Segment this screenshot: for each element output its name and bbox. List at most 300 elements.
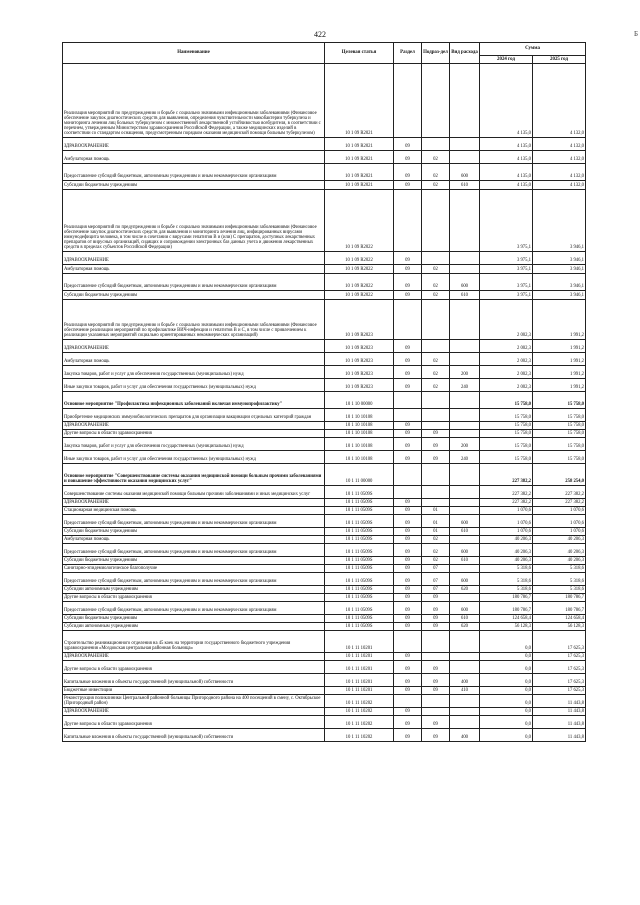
cell-name: Закупка товаров, работ и услуг для обеспечения государственных (муниципальных) нужд (63, 366, 325, 379)
cell-sum-2025: 40 206,3 (533, 536, 586, 544)
cell-sum-2024: 15 758,0 (480, 438, 533, 451)
cell-sum-2025: 5 318,6 (533, 586, 586, 594)
table-row (63, 274, 586, 291)
cell-expense-type (450, 422, 480, 430)
cell-section: 09 (394, 565, 422, 573)
cell-name: Иные закупки товаров, работ и услуг для обеспечения государственных (муниципальных) нужд (63, 451, 325, 464)
cell-name: Капитальные вложения в объекты государственной (муниципальной) собственности (63, 674, 325, 687)
cell-sum-2025: 11 443,8 (533, 708, 586, 716)
cell-section: 09 (394, 379, 422, 392)
cell-expense-type: 620 (450, 623, 480, 631)
cell-sum-2025: 17 625,3 (533, 687, 586, 695)
cell-sum-2025: 15 758,0 (533, 392, 586, 409)
cell-sum-2025: 180 786,7 (533, 602, 586, 615)
cell-sum-2024: 0,0 (480, 695, 533, 708)
header-section: Раздел (394, 43, 422, 64)
cell-name: Предоставление субсидий бюджетным, автономным учреждениям и иным некоммерческим организациям (63, 602, 325, 615)
cell-name: Санитарно-эпидемиологическое благополучие (63, 565, 325, 573)
cell-subsection (422, 190, 450, 252)
cell-section: 09 (394, 557, 422, 565)
cell-sum-2025: 1 070,6 (533, 507, 586, 515)
cell-code: 10 1 11 0509S (325, 623, 394, 631)
cell-expense-type: 600 (450, 573, 480, 586)
table-row (63, 499, 586, 507)
cell-code: 10 1 11 0509S (325, 536, 394, 544)
table-row (63, 409, 586, 422)
cell-code: 10 1 09 R2022 (325, 274, 394, 291)
cell-section (394, 190, 422, 252)
cell-section: 09 (394, 515, 422, 528)
cell-sum-2024: 3 975,1 (480, 190, 533, 252)
cell-name: Субсидии бюджетным учреждениям (63, 528, 325, 536)
cell-sum-2025: 40 206,3 (533, 544, 586, 557)
cell-subsection (422, 409, 450, 422)
cell-name: Другие вопросы в области здравоохранения (63, 661, 325, 674)
cell-expense-type (450, 536, 480, 544)
cell-sum-2024: 180 786,7 (480, 602, 533, 615)
cell-expense-type: 240 (450, 379, 480, 392)
cell-name: Основное мероприятие "Совершенствование системы оказания медицинской помощи больным прочими заболеваниями и повышение эффективности оказания медицинских услуг" (63, 464, 325, 486)
cell-subsection (422, 300, 450, 340)
cell-sum-2025: 4 132,0 (533, 64, 586, 138)
header-code: Целевая статья (325, 43, 394, 64)
cell-code: 10 1 11 0509S (325, 565, 394, 573)
table-row (63, 190, 586, 252)
cell-sum-2024: 2 002,3 (480, 353, 533, 366)
table-row (63, 291, 586, 300)
cell-section: 09 (394, 353, 422, 366)
cell-sum-2024: 15 758,0 (480, 409, 533, 422)
header-subsection: Подраз-дел (422, 43, 450, 64)
cell-expense-type (450, 252, 480, 265)
cell-name: ЗДРАВООХРАНЕНИЕ (63, 340, 325, 353)
table-row (63, 392, 586, 409)
cell-section: 09 (394, 274, 422, 291)
cell-name: Субсидии бюджетным учреждениям (63, 291, 325, 300)
cell-section: 09 (394, 536, 422, 544)
cell-sum-2025: 17 625,3 (533, 674, 586, 687)
cell-section: 09 (394, 528, 422, 536)
cell-name: Субсидии автономным учреждениям (63, 586, 325, 594)
cell-expense-type (450, 499, 480, 507)
cell-subsection (422, 499, 450, 507)
cell-section (394, 486, 422, 499)
cell-sum-2024: 15 758,0 (480, 430, 533, 438)
cell-sum-2025: 227 382,2 (533, 499, 586, 507)
cell-expense-type: 200 (450, 366, 480, 379)
cell-sum-2024: 5 318,6 (480, 586, 533, 594)
cell-section: 09 (394, 340, 422, 353)
cell-code: 10 1 09 R2022 (325, 190, 394, 252)
cell-name: Капитальные вложения в объекты государственной (муниципальной) собственности (63, 729, 325, 742)
cell-sum-2025: 40 206,3 (533, 557, 586, 565)
cell-sum-2025: 15 758,0 (533, 451, 586, 464)
cell-name: ЗДРАВООХРАНЕНИЕ (63, 252, 325, 265)
table-body (63, 64, 586, 742)
cell-subsection: 09 (422, 615, 450, 623)
cell-subsection: 09 (422, 661, 450, 674)
cell-sum-2024: 124 658,4 (480, 615, 533, 623)
cell-subsection: 01 (422, 515, 450, 528)
cell-sum-2025: 258 254,0 (533, 464, 586, 486)
cell-sum-2024: 3 975,1 (480, 291, 533, 300)
cell-expense-type (450, 300, 480, 340)
cell-code: 10 1 10 10108 (325, 438, 394, 451)
cell-sum-2024: 1 070,6 (480, 528, 533, 536)
cell-sum-2025: 15 758,0 (533, 438, 586, 451)
cell-expense-type (450, 708, 480, 716)
cell-name: Предоставление субсидий бюджетным, автономным учреждениям и иным некоммерческим организациям (63, 164, 325, 181)
table-row (63, 565, 586, 573)
cell-section (394, 392, 422, 409)
cell-code: 10 1 10 10108 (325, 451, 394, 464)
cell-sum-2025: 3 946,1 (533, 274, 586, 291)
cell-name: Строительство реанимационного отделения на 45 коек на территории государственного бюджетного учреждения здравоохранения «Моздокская центральная районная больница» (63, 631, 325, 653)
cell-sum-2025: 15 758,0 (533, 430, 586, 438)
cell-sum-2024: 5 318,6 (480, 565, 533, 573)
cell-expense-type (450, 392, 480, 409)
cell-expense-type: 240 (450, 451, 480, 464)
cell-code: 10 1 11 10201 (325, 661, 394, 674)
cell-section: 09 (394, 615, 422, 623)
cell-sum-2024: 0,0 (480, 708, 533, 716)
cell-section: 09 (394, 602, 422, 615)
cell-sum-2025: 3 946,1 (533, 252, 586, 265)
cell-expense-type (450, 653, 480, 661)
cell-expense-type (450, 430, 480, 438)
cell-sum-2025: 4 132,0 (533, 151, 586, 164)
table-row (63, 252, 586, 265)
cell-sum-2025: 5 318,6 (533, 565, 586, 573)
cell-subsection (422, 486, 450, 499)
budget-table (62, 42, 586, 742)
cell-expense-type: 620 (450, 586, 480, 594)
cell-section: 09 (394, 430, 422, 438)
cell-code: 10 1 11 0509S (325, 615, 394, 623)
cell-subsection (422, 631, 450, 653)
table-row (63, 536, 586, 544)
cell-subsection (422, 252, 450, 265)
cell-code: 10 1 11 10201 (325, 674, 394, 687)
cell-subsection: 01 (422, 528, 450, 536)
cell-code: 10 1 10 10108 (325, 409, 394, 422)
cell-expense-type: 600 (450, 164, 480, 181)
table-row (63, 515, 586, 528)
cell-expense-type (450, 409, 480, 422)
cell-section (394, 631, 422, 653)
table-row (63, 708, 586, 716)
cell-name: ЗДРАВООХРАНЕНИЕ (63, 653, 325, 661)
cell-code: 10 1 11 10201 (325, 653, 394, 661)
cell-subsection: 02 (422, 353, 450, 366)
cell-sum-2025: 3 946,1 (533, 190, 586, 252)
cell-sum-2025: 4 132,0 (533, 138, 586, 151)
table-row (63, 528, 586, 536)
cell-code: 10 1 10 10108 (325, 430, 394, 438)
table-row (63, 340, 586, 353)
cell-code: 10 1 10 00000 (325, 392, 394, 409)
cell-name: ЗДРАВООХРАНЕНИЕ (63, 138, 325, 151)
cell-expense-type: 600 (450, 515, 480, 528)
cell-expense-type (450, 631, 480, 653)
cell-section: 09 (394, 653, 422, 661)
cell-subsection: 09 (422, 623, 450, 631)
table-row (63, 181, 586, 190)
table-row (63, 594, 586, 602)
budget-table-container (62, 42, 585, 742)
cell-subsection: 09 (422, 687, 450, 695)
cell-sum-2024: 3 975,1 (480, 274, 533, 291)
cell-subsection: 09 (422, 674, 450, 687)
cell-sum-2025: 1 991,2 (533, 366, 586, 379)
cell-expense-type: 600 (450, 274, 480, 291)
cell-sum-2024: 0,0 (480, 729, 533, 742)
cell-subsection: 02 (422, 265, 450, 274)
header-year-2024: 2024 год (480, 56, 533, 64)
cell-subsection (422, 138, 450, 151)
cell-name: ЗДРАВООХРАНЕНИЕ (63, 422, 325, 430)
cell-expense-type: 610 (450, 615, 480, 623)
cell-sum-2025: 4 132,0 (533, 164, 586, 181)
cell-sum-2024: 0,0 (480, 716, 533, 729)
cell-expense-type (450, 64, 480, 138)
cell-code: 10 1 11 0509S (325, 594, 394, 602)
cell-sum-2025: 17 625,3 (533, 631, 586, 653)
cell-name: Реализация мероприятий по предупреждению и борьбе с социально значимыми инфекционными заболеваниями (Финансовое обеспечение закупок диагностических средств для выявления, определения чувствительности микобактерии туберкулеза и мониторинга лечения лиц больных туберкулезом с множественной лекарственной устойчивостью возбудителя, в соответствии с перечнем, утвержденным Министерством здравоохранения Российской Федерации, а также медицинских изделий в соответствии со стандартом оснащения, предусмотренным порядком оказания медицинской помощи больным туберкулезом) (63, 64, 325, 138)
cell-name: Реконструкция поликлиники Центральной районной больницы Пригородного района на 400 посещений в смену, с. Октябрьское (Пригородный район) (63, 695, 325, 708)
cell-code: 10 1 09 R2023 (325, 300, 394, 340)
table-row (63, 265, 586, 274)
cell-name: Стационарная медицинская помощь (63, 507, 325, 515)
cell-name: Приобретение медицинских иммунобиологических препаратов для организации вакцинации отдельных категорий граждан (63, 409, 325, 422)
cell-sum-2025: 17 625,3 (533, 661, 586, 674)
cell-code: 10 1 09 R2023 (325, 353, 394, 366)
cell-subsection: 02 (422, 536, 450, 544)
cell-sum-2024: 2 002,3 (480, 366, 533, 379)
cell-sum-2024: 56 128,3 (480, 623, 533, 631)
table-row (63, 544, 586, 557)
cell-section: 09 (394, 586, 422, 594)
table-row (63, 687, 586, 695)
cell-sum-2024: 1 070,6 (480, 507, 533, 515)
cell-name: Амбулаторная помощь (63, 353, 325, 366)
table-row (63, 631, 586, 653)
table-row (63, 138, 586, 151)
cell-name: Другие вопросы в области здравоохранения (63, 430, 325, 438)
cell-sum-2024: 180 786,7 (480, 594, 533, 602)
cell-section (394, 695, 422, 708)
cell-subsection (422, 64, 450, 138)
cell-name: Реализация мероприятий по предупреждению и борьбе с социально значимыми инфекционными заболеваниями (Финансовое обеспечение закупок диагностических средств для выявления и мониторинга лечения лиц, инфицированных вирусами иммунодефицита человека, в том числе в сочетании с вирусами гепатитов B и (или) C препаратов, доступных лекарственных препаратов от вирусных организаций, сидящих и сопровождении электронных баз данных учета и движения лекарственных средств в пределах субъектов Российской Федерации) (63, 190, 325, 252)
cell-expense-type: 610 (450, 557, 480, 565)
cell-subsection: 01 (422, 507, 450, 515)
cell-expense-type (450, 695, 480, 708)
table-row (63, 573, 586, 586)
cell-sum-2024: 227 382,2 (480, 464, 533, 486)
cell-name: Бюджетные инвестиции (63, 687, 325, 695)
cell-sum-2024: 3 975,1 (480, 265, 533, 274)
cell-sum-2024: 4 135,0 (480, 64, 533, 138)
cell-sum-2024: 1 070,6 (480, 515, 533, 528)
cell-section: 09 (394, 674, 422, 687)
table-row (63, 451, 586, 464)
table-row (63, 586, 586, 594)
cell-code: 10 1 11 10201 (325, 631, 394, 653)
header-name: Наименование (63, 43, 325, 64)
cell-sum-2025: 15 758,0 (533, 422, 586, 430)
cell-sum-2025: 3 946,1 (533, 265, 586, 274)
cell-sum-2024: 40 206,3 (480, 536, 533, 544)
table-row (63, 716, 586, 729)
cell-sum-2025: 227 382,2 (533, 486, 586, 499)
cell-name: Иные закупки товаров, работ и услуг для обеспечения государственных (муниципальных) нужд (63, 379, 325, 392)
cell-sum-2025: 1 991,2 (533, 340, 586, 353)
table-row (63, 602, 586, 615)
cell-sum-2025: 1 991,2 (533, 379, 586, 392)
cell-code: 10 1 09 R2021 (325, 64, 394, 138)
cell-sum-2024: 227 382,2 (480, 499, 533, 507)
cell-sum-2024: 4 135,0 (480, 151, 533, 164)
cell-sum-2024: 0,0 (480, 674, 533, 687)
table-row (63, 729, 586, 742)
cell-sum-2024: 15 758,0 (480, 451, 533, 464)
cell-section: 09 (394, 623, 422, 631)
cell-section (394, 64, 422, 138)
cell-subsection: 02 (422, 181, 450, 190)
cell-expense-type (450, 265, 480, 274)
cell-name: Другие вопросы в области здравоохранения (63, 594, 325, 602)
cell-code: 10 1 11 0509S (325, 602, 394, 615)
cell-code: 10 1 09 R2021 (325, 138, 394, 151)
cell-code: 10 1 09 R2022 (325, 265, 394, 274)
cell-sum-2025: 17 625,3 (533, 653, 586, 661)
cell-subsection: 02 (422, 164, 450, 181)
cell-code: 10 1 09 R2023 (325, 379, 394, 392)
cell-sum-2025: 3 946,1 (533, 291, 586, 300)
cell-sum-2025: 11 443,8 (533, 716, 586, 729)
cell-name: Предоставление субсидий бюджетным, автономным учреждениям и иным некоммерческим организациям (63, 274, 325, 291)
table-row (63, 615, 586, 623)
cell-subsection: 09 (422, 729, 450, 742)
cell-sum-2025: 1 070,6 (533, 515, 586, 528)
cell-name: Субсидии бюджетным учреждениям (63, 557, 325, 565)
cell-sum-2025: 180 786,7 (533, 594, 586, 602)
cell-sum-2024: 4 135,0 (480, 138, 533, 151)
cell-expense-type (450, 190, 480, 252)
cell-name: Другие вопросы в области здравоохранения (63, 716, 325, 729)
cell-sum-2024: 0,0 (480, 631, 533, 653)
table-header (63, 43, 586, 64)
cell-name: Предоставление субсидий бюджетным, автономным учреждениям и иным некоммерческим организациям (63, 515, 325, 528)
cell-code: 10 1 11 0509S (325, 573, 394, 586)
cell-name: ЗДРАВООХРАНЕНИЕ (63, 499, 325, 507)
page-number: 422 (314, 30, 326, 39)
table-row (63, 64, 586, 138)
cell-sum-2025: 124 658,4 (533, 615, 586, 623)
cell-expense-type (450, 353, 480, 366)
cell-subsection: 09 (422, 451, 450, 464)
cell-expense-type (450, 565, 480, 573)
cell-subsection: 07 (422, 565, 450, 573)
cell-sum-2025: 56 128,3 (533, 623, 586, 631)
cell-code: 10 1 11 0509S (325, 507, 394, 515)
cell-section: 09 (394, 716, 422, 729)
cell-sum-2024: 15 758,0 (480, 392, 533, 409)
cell-sum-2024: 40 206,3 (480, 557, 533, 565)
cell-section: 09 (394, 708, 422, 716)
cell-expense-type: 610 (450, 181, 480, 190)
cell-name: Субсидии автономным учреждениям (63, 623, 325, 631)
cell-code: 10 1 11 0509S (325, 528, 394, 536)
cell-subsection (422, 340, 450, 353)
cell-expense-type: 600 (450, 602, 480, 615)
cell-sum-2024: 0,0 (480, 661, 533, 674)
cell-subsection: 09 (422, 430, 450, 438)
cell-section: 09 (394, 138, 422, 151)
cell-sum-2024: 0,0 (480, 653, 533, 661)
cell-sum-2024: 4 135,0 (480, 164, 533, 181)
cell-sum-2024: 0,0 (480, 687, 533, 695)
cell-expense-type (450, 151, 480, 164)
cell-expense-type (450, 716, 480, 729)
cell-sum-2024: 3 975,1 (480, 252, 533, 265)
cell-code: 10 1 11 0509S (325, 515, 394, 528)
cell-section: 09 (394, 366, 422, 379)
cell-section: 09 (394, 573, 422, 586)
cell-section: 09 (394, 151, 422, 164)
cell-sum-2024: 2 002,3 (480, 340, 533, 353)
cell-subsection: 02 (422, 274, 450, 291)
cell-code: 10 1 11 10202 (325, 695, 394, 708)
cell-expense-type: 610 (450, 291, 480, 300)
cell-section (394, 300, 422, 340)
cell-section: 09 (394, 265, 422, 274)
cell-sum-2025: 1 070,6 (533, 528, 586, 536)
cell-name: Предоставление субсидий бюджетным, автономным учреждениям и иным некоммерческим организациям (63, 573, 325, 586)
cell-expense-type (450, 464, 480, 486)
cell-name: Амбулаторная помощь (63, 265, 325, 274)
cell-code: 10 1 09 R2021 (325, 181, 394, 190)
cell-section: 09 (394, 687, 422, 695)
cell-sum-2025: 11 443,8 (533, 729, 586, 742)
cell-sum-2025: 1 991,2 (533, 353, 586, 366)
table-row (63, 661, 586, 674)
cell-subsection (422, 653, 450, 661)
table-row (63, 379, 586, 392)
cell-sum-2024: 4 135,0 (480, 181, 533, 190)
table-row (63, 300, 586, 340)
cell-code: 10 1 11 10202 (325, 708, 394, 716)
cell-sum-2025: 15 758,0 (533, 409, 586, 422)
cell-code: 10 1 09 R2023 (325, 366, 394, 379)
cell-subsection: 07 (422, 573, 450, 586)
cell-sum-2024: 2 002,3 (480, 300, 533, 340)
table-row (63, 430, 586, 438)
cell-name: Амбулаторная помощь (63, 151, 325, 164)
cell-sum-2025: 4 132,0 (533, 181, 586, 190)
cell-expense-type: 400 (450, 674, 480, 687)
cell-code: 10 1 11 10202 (325, 716, 394, 729)
table-row (63, 695, 586, 708)
table-row (63, 486, 586, 499)
cell-name: Предоставление субсидий бюджетным, автономным учреждениям и иным некоммерческим организациям (63, 544, 325, 557)
cell-code: 10 1 09 R2022 (325, 291, 394, 300)
table-row (63, 464, 586, 486)
cell-subsection (422, 695, 450, 708)
table-row (63, 507, 586, 515)
cell-section: 09 (394, 594, 422, 602)
cell-section: 09 (394, 422, 422, 430)
